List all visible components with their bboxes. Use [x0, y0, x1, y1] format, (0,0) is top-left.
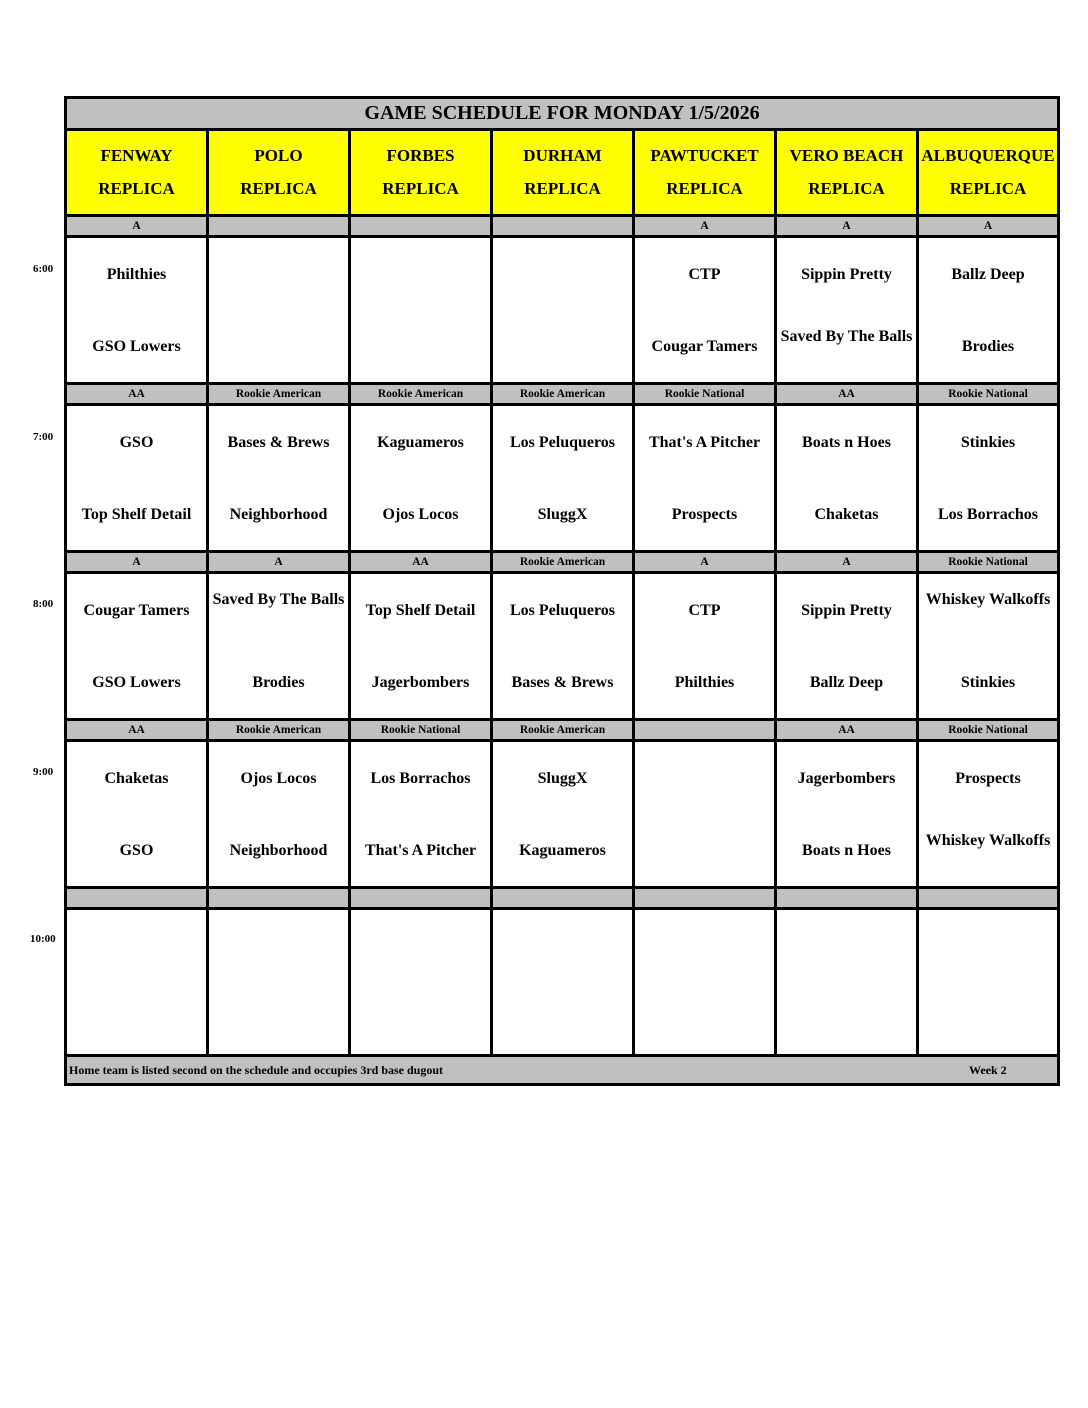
game-cell — [635, 406, 777, 550]
game-cell — [209, 742, 351, 886]
home-team: Chaketas — [814, 506, 879, 523]
field-header-pawtucket — [635, 131, 777, 214]
game-cell — [777, 574, 919, 718]
away-team: Los Borrachos — [370, 770, 471, 787]
away-team: CTP — [688, 266, 721, 283]
away-team: Sippin Pretty — [801, 266, 892, 283]
field-header-albuquerque — [919, 131, 1057, 214]
game-cell — [67, 910, 209, 1054]
division-label: Rookie American — [493, 385, 635, 403]
away-team: Los Peluqueros — [509, 602, 616, 619]
game-cell — [777, 406, 919, 550]
game-cell — [67, 238, 209, 382]
home-team: GSO Lowers — [92, 674, 181, 691]
division-label — [351, 217, 493, 235]
division-label: AA — [67, 721, 209, 739]
division-label — [635, 889, 777, 907]
division-row — [67, 721, 1057, 742]
away-team: Chaketas — [104, 770, 169, 787]
field-subtitle: REPLICA — [666, 179, 743, 199]
division-label — [919, 889, 1057, 907]
away-team: That's A Pitcher — [648, 434, 761, 451]
away-team: Ojos Locos — [240, 770, 317, 787]
field-header-vero-beach — [777, 131, 919, 214]
field-name: ALBUQUERQUE — [921, 145, 1055, 165]
footer-note: Home team is listed second on the schedule and occupies 3rd base dugout — [69, 1062, 444, 1077]
home-team: Stinkies — [960, 674, 1016, 691]
away-team: GSO — [119, 434, 154, 451]
division-label — [209, 889, 351, 907]
time-slots — [67, 217, 1057, 1057]
division-label — [493, 889, 635, 907]
home-team: SluggX — [537, 506, 588, 523]
game-cell — [635, 910, 777, 1054]
away-team: Ballz Deep — [951, 266, 1025, 283]
schedule-title: GAME SCHEDULE FOR MONDAY 1/5/2026 — [67, 99, 1057, 131]
away-team: Boats n Hoes — [802, 434, 891, 451]
time-label: 7:00 — [33, 431, 54, 443]
field-name: VERO BEACH — [789, 145, 904, 165]
division-label: A — [777, 553, 919, 571]
division-label: Rookie American — [493, 553, 635, 571]
home-team: Bases & Brews — [511, 674, 614, 691]
field-name: PAWTUCKET — [650, 145, 759, 165]
division-label — [209, 217, 351, 235]
away-team: Whiskey Walkoffs — [925, 591, 1051, 608]
home-team: Neighborhood — [229, 506, 328, 523]
game-cell — [777, 910, 919, 1054]
division-label: AA — [777, 385, 919, 403]
field-name: FORBES — [386, 145, 455, 165]
game-cell — [209, 238, 351, 382]
field-subtitle: REPLICA — [98, 179, 175, 199]
game-cell — [919, 742, 1057, 886]
game-cell — [209, 910, 351, 1054]
division-label: AA — [351, 553, 493, 571]
home-team: GSO Lowers — [92, 338, 181, 355]
home-team: Cougar Tamers — [651, 338, 758, 355]
game-cell — [351, 406, 493, 550]
game-cell — [919, 238, 1057, 382]
division-label — [67, 889, 209, 907]
field-subtitle: REPLICA — [240, 179, 317, 199]
game-cell — [919, 574, 1057, 718]
division-label: A — [635, 217, 777, 235]
game-cell — [493, 574, 635, 718]
game-cell — [493, 742, 635, 886]
division-label — [493, 217, 635, 235]
footer-bar — [67, 1057, 1057, 1083]
division-label: A — [209, 553, 351, 571]
away-team: CTP — [688, 602, 721, 619]
away-team: Los Peluqueros — [509, 434, 616, 451]
home-team: GSO — [119, 842, 154, 859]
field-subtitle: REPLICA — [382, 179, 459, 199]
away-team: Stinkies — [960, 434, 1016, 451]
game-cell — [635, 238, 777, 382]
division-label: Rookie National — [351, 721, 493, 739]
division-label: Rookie American — [209, 385, 351, 403]
away-team: Kaguameros — [377, 434, 464, 451]
division-label: A — [67, 217, 209, 235]
field-name: FENWAY — [100, 145, 173, 165]
time-label: 10:00 — [30, 933, 56, 945]
division-label — [351, 889, 493, 907]
division-label: A — [635, 553, 777, 571]
away-team: Philthies — [106, 266, 167, 283]
division-label: Rookie National — [919, 553, 1057, 571]
away-team: Saved By The Balls — [212, 591, 345, 608]
field-name: DURHAM — [523, 145, 602, 165]
away-team: Cougar Tamers — [83, 602, 190, 619]
division-label: Rookie American — [351, 385, 493, 403]
game-row — [67, 910, 1057, 1057]
away-team: SluggX — [537, 770, 588, 787]
division-label: AA — [777, 721, 919, 739]
home-team: Brodies — [252, 674, 305, 691]
away-team: Prospects — [955, 770, 1021, 787]
game-cell — [351, 742, 493, 886]
field-header-row — [67, 131, 1057, 217]
game-cell — [777, 238, 919, 382]
away-team: Sippin Pretty — [801, 602, 892, 619]
division-row — [67, 217, 1057, 238]
field-header-forbes — [351, 131, 493, 214]
field-subtitle: REPLICA — [524, 179, 601, 199]
home-team: Saved By The Balls — [780, 328, 913, 345]
division-label — [635, 721, 777, 739]
game-cell — [777, 742, 919, 886]
home-team: Boats n Hoes — [802, 842, 891, 859]
home-team: Neighborhood — [229, 842, 328, 859]
time-label: 6:00 — [33, 263, 54, 275]
home-team: Prospects — [671, 506, 738, 523]
division-label: Rookie National — [635, 385, 777, 403]
home-team: Brodies — [961, 338, 1015, 355]
game-cell — [351, 910, 493, 1054]
game-cell — [67, 574, 209, 718]
game-cell — [209, 406, 351, 550]
game-cell — [209, 574, 351, 718]
division-label: Rookie National — [919, 385, 1057, 403]
game-cell — [919, 910, 1057, 1054]
home-team: Jagerbombers — [371, 674, 470, 691]
division-label — [777, 889, 919, 907]
game-cell — [919, 406, 1057, 550]
division-label: A — [919, 217, 1057, 235]
time-label: 9:00 — [33, 766, 54, 778]
division-label: Rookie National — [919, 721, 1057, 739]
division-label: AA — [67, 385, 209, 403]
game-cell — [351, 574, 493, 718]
division-label: A — [67, 553, 209, 571]
home-team: Ballz Deep — [809, 674, 884, 691]
division-label: A — [777, 217, 919, 235]
away-team: Jagerbombers — [797, 770, 896, 787]
away-team: Bases & Brews — [227, 434, 330, 451]
game-cell — [493, 910, 635, 1054]
game-row — [67, 238, 1057, 385]
game-cell — [493, 238, 635, 382]
schedule-table — [64, 96, 1060, 1086]
game-cell — [67, 742, 209, 886]
field-subtitle: REPLICA — [949, 179, 1027, 199]
home-team: Kaguameros — [519, 842, 606, 859]
home-team: That's A Pitcher — [364, 842, 477, 859]
field-header-durham — [493, 131, 635, 214]
field-header-fenway — [67, 131, 209, 214]
game-cell — [635, 742, 777, 886]
game-cell — [351, 238, 493, 382]
field-name: POLO — [254, 145, 303, 165]
home-team: Top Shelf Detail — [81, 506, 192, 523]
game-row — [67, 742, 1057, 889]
home-team: Los Borrachos — [938, 506, 1038, 523]
division-row — [67, 889, 1057, 910]
field-header-polo — [209, 131, 351, 214]
game-row — [67, 574, 1057, 721]
home-team: Ojos Locos — [382, 506, 459, 523]
game-cell — [493, 406, 635, 550]
division-row — [67, 385, 1057, 406]
away-team: Top Shelf Detail — [365, 602, 476, 619]
week-label: Week 2 — [969, 1062, 1007, 1077]
game-cell — [635, 574, 777, 718]
home-team: Whiskey Walkoffs — [925, 832, 1051, 849]
time-label: 8:00 — [33, 598, 54, 610]
game-cell — [67, 406, 209, 550]
home-team: Philthies — [674, 674, 735, 691]
field-subtitle: REPLICA — [808, 179, 885, 199]
game-row — [67, 406, 1057, 553]
division-row — [67, 553, 1057, 574]
division-label: Rookie American — [493, 721, 635, 739]
division-label: Rookie American — [209, 721, 351, 739]
